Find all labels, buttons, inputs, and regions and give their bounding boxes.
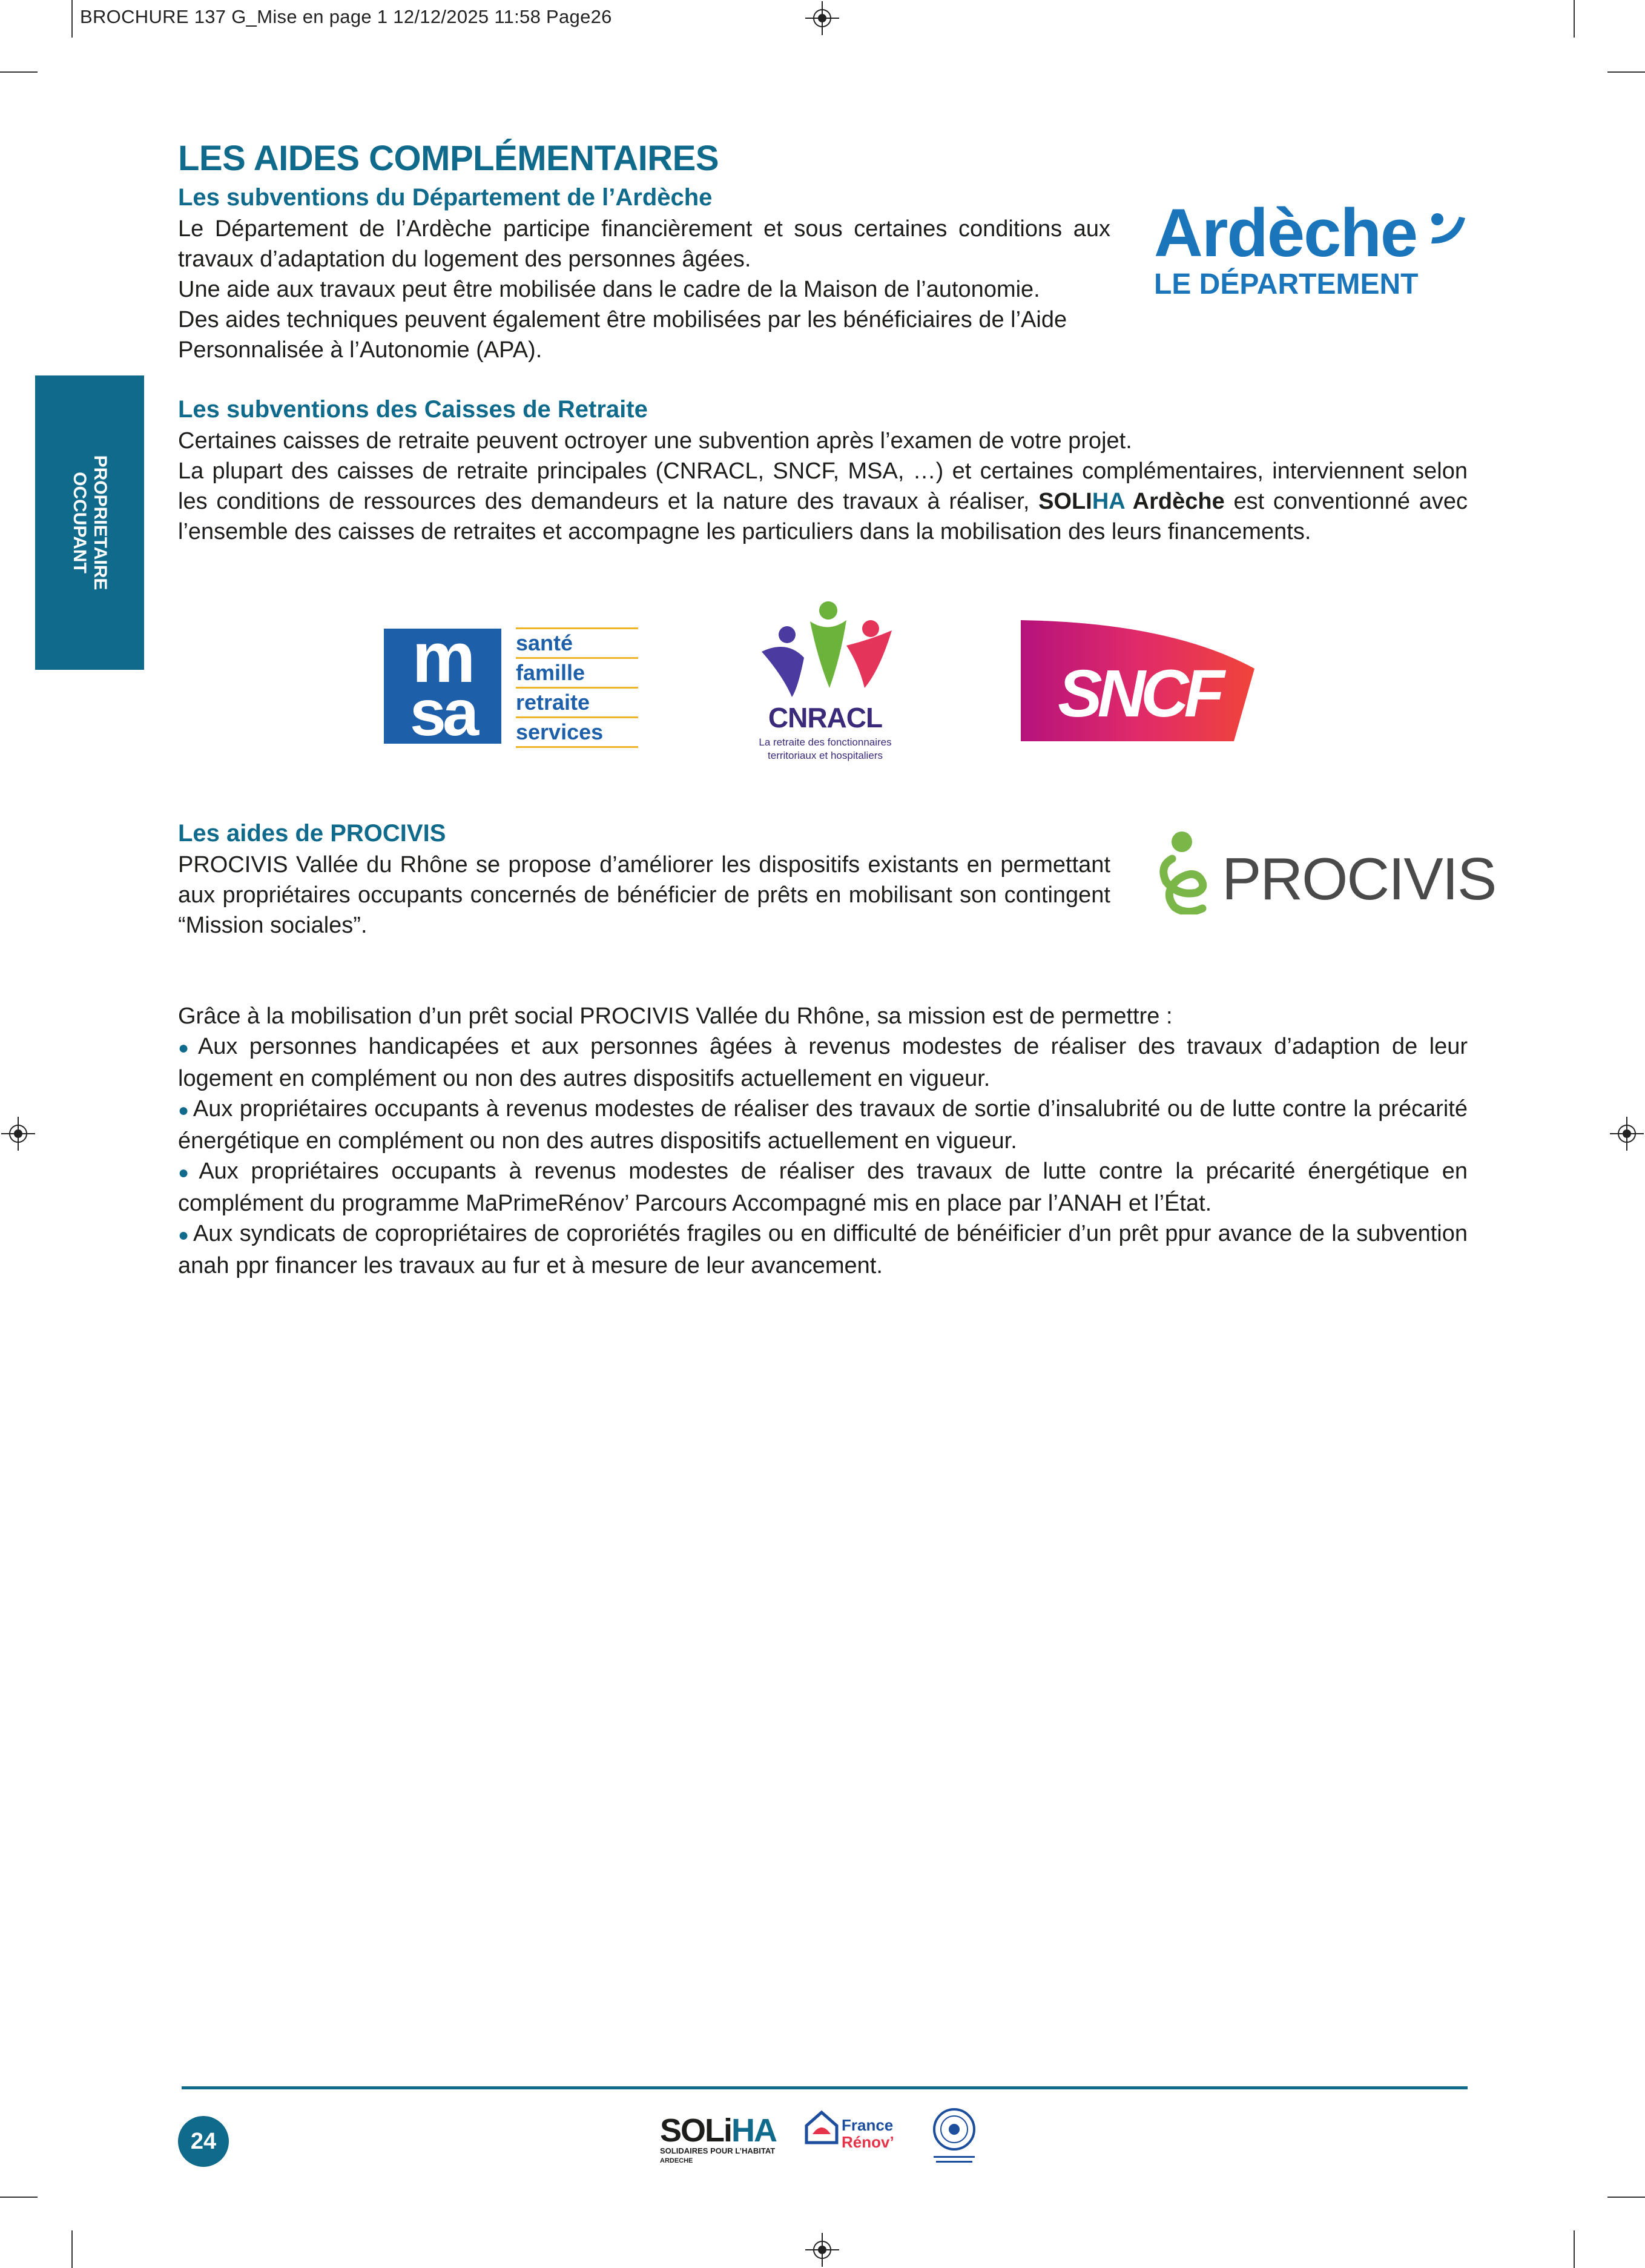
msa-mark [384,629,501,744]
cnracl-logo [743,597,907,776]
procivis-text [178,850,1110,941]
page-number: 24 [178,2116,229,2167]
msa-item: retraite [516,687,638,716]
msa-mark-top: m [412,629,473,698]
france-renov-logo [804,2110,907,2168]
house-icon [804,2110,839,2145]
crop-mark [0,2197,38,2198]
soliha-brand-place: Ardèche [1124,489,1225,514]
msa-item: services [516,716,638,748]
print-slug: BROCHURE 137 G_Mise en page 1 12/12/2025 11:58 Page26 [80,6,612,27]
procivis-figure-icon [1154,830,1210,914]
departement-heading: Les subventions du Département de l’Ardèche [178,184,713,211]
msa-logo [384,627,638,745]
caisses-line2-start: La plupart des caisses de retraite principales (CNRACL, SNCF, MSA, …) et certaines complémentaires, interviennent selon les conditions de ressources des demandeurs et la nature des travaux à réaliser, [178,458,1468,514]
procivis-intro: Grâce à la mobilisation d’un prêt social PROCIVIS Vallée du Rhône, sa mission est de permettre : [178,1003,1173,1029]
procivis-logo-name: PROCIVIS [1222,845,1496,912]
msa-mark-bottom: sa [409,676,476,744]
ardeche-logo-subtitle: LE DÉPARTEMENT [1154,268,1419,300]
caisses-line2-end: est conventionné avec l’ensemble des caisses de retraites et accompagne les particuliers dans la mobilisation des leurs financements. [178,489,1468,544]
bullet-icon: ● [178,1225,190,1245]
soliha-brand-soli: SOLI [1038,489,1092,514]
bullet-icon: ● [178,1100,190,1120]
caisses-line2 [178,456,1468,547]
side-tab-line1: PROPRIETAIRE [90,455,110,590]
procivis-heading: Les aides de PROCIVIS [178,820,446,847]
soliha-ha: HA [731,2112,777,2149]
msa-item: santé [516,627,638,657]
ardeche-logo [1154,195,1469,309]
footer-rule [182,2086,1468,2089]
partner-seal-icon [930,2108,978,2168]
procivis-bullet-text: Aux propriétaires occupants à revenus modestes de réaliser des travaux de sortie d’insalubrité ou de lutte contre la précarité énergétique en complément ou non des autres dispositifs actuellement en vigueur. [178,1096,1468,1154]
cnracl-tagline-1: La retraite des fonctionnaires [759,736,892,748]
soliha-place: ARDECHE [660,2157,693,2164]
procivis-bullet [178,1156,1468,1218]
sncf-logo [1018,619,1256,742]
side-tab-label [69,455,110,590]
cnracl-figures-icon [750,597,901,700]
soliha-brand-ha: HA [1092,489,1125,514]
ardeche-swoosh-icon [1428,211,1466,247]
registration-mark-icon [805,1,839,35]
departement-paragraph: Des aides techniques peuvent également être mobilisées par les bénéficiaires de l’Aide Personnalisée à l’Autonomie (APA). [178,307,1067,363]
bullet-icon: ● [178,1163,196,1183]
registration-mark-icon [1610,1117,1644,1151]
registration-mark-icon [1,1117,35,1151]
crop-mark [1607,71,1645,73]
procivis-bullet-text: Aux personnes handicapées et aux personnes âgées à revenus modestes de réaliser des travaux d’adaption de leur logement en complément ou non des autres dispositifs actuellement en vigueur. [178,1034,1468,1091]
ardeche-logo-name: Ardèche [1154,195,1417,271]
page-title: LES AIDES COMPLÉMENTAIRES [178,139,719,178]
departement-text [178,214,1110,365]
crop-mark [0,71,38,73]
side-tab [35,375,144,670]
procivis-mission [178,1001,1468,1281]
procivis-bullet-text: Aux syndicats de copropriétaires de coproriétés fragiles ou en difficulté de bénéificier d’un prêt ppur avance de la subvention anah ppr financer les travaux au fur et à mesure de leur avancement. [178,1221,1468,1278]
caisses-heading: Les subventions des Caisses de Retraite [178,396,648,423]
soliha-wordmark [660,2112,793,2149]
soliha-soli: SOLi [660,2112,732,2149]
caisses-line1: Certaines caisses de retraite peuvent octroyer une subvention après l’examen de votre projet. [178,428,1132,454]
departement-paragraph: Une aide aux travaux peut être mobilisée dans le cadre de la Maison de l’autonomie. [178,277,1040,302]
procivis-bullet [178,1031,1468,1094]
msa-item: famille [516,657,638,687]
msa-items [516,627,638,748]
caisses-text [178,426,1468,547]
crop-mark [1607,2197,1645,2198]
crop-mark [71,2230,73,2268]
soliha-footer-logo [660,2112,793,2169]
crop-mark [71,0,73,38]
bullet-icon: ● [178,1038,194,1058]
side-tab-line2: OCCUPANT [70,472,90,574]
procivis-logo [1154,830,1496,914]
france-renov-line1: France [842,2116,894,2134]
procivis-bullet [178,1218,1468,1281]
sncf-name: SNCF [1058,656,1220,731]
soliha-tagline: SOLIDAIRES POUR L’HABITAT [660,2146,776,2155]
cnracl-name: CNRACL [768,702,883,733]
cnracl-tagline-2: territoriaux et hospitaliers [768,750,883,761]
departement-paragraph: Le Département de l’Ardèche participe financièrement et sous certaines conditions aux travaux d’adaptation du logement des personnes âgées. [178,216,1110,272]
procivis-paragraph: PROCIVIS Vallée du Rhône se propose d’améliorer les dispositifs existants en permettant aux propriétaires occupants concernés de bénéficier de prêts en mobilisant son contingent “Mission sociales”. [178,852,1110,938]
registration-mark-icon [805,2233,839,2267]
crop-mark [1574,2230,1575,2268]
france-renov-line2: Rénov’ [842,2133,894,2151]
procivis-bullet-text: Aux propriétaires occupants à revenus modestes de réaliser des travaux de lutte contre la précarité énergétique en complément du programme MaPrimeRénov’ Parcours Accompagné mis en place par l’ANAH et l’État. [178,1159,1468,1216]
procivis-bullet [178,1094,1468,1156]
crop-mark [1574,0,1575,38]
